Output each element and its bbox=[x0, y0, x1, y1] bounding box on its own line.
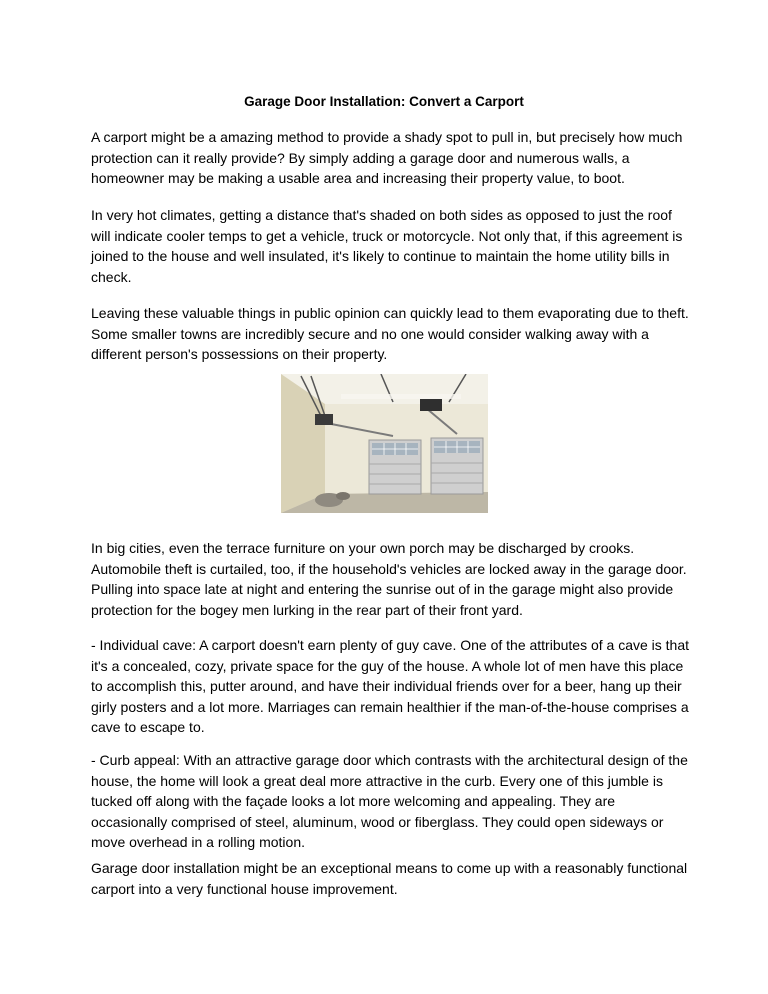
paragraph: Leaving these valuable things in public opinion can quickly lead to them evaporating due to theft. Some smaller towns are incredibly secure and no one would consider walking away with a different person's possessions on their property. bbox=[91, 305, 689, 363]
paragraph: In very hot climates, getting a distance that's shaded on both sides as opposed to just the roof will indicate cooler temps to get a vehicle, truck or motorcycle. Not only that, if this agreement is joined to the house and well insulated, it's likely to continue to maintain the home utility bills in check. bbox=[91, 207, 683, 285]
paragraph: In big cities, even the terrace furniture on your own porch may be discharged by crooks. Automobile theft is curtailed, too, if the household's vehicles are locked away in the garage door. Pulling into space late at night and entering the sunrise out of in the garage might also provide protection for the bogey men lurking in the rear part of their front yard. bbox=[91, 540, 687, 618]
garage-interior-photo bbox=[281, 374, 488, 513]
paragraph: A carport might be a amazing method to provide a shady spot to pull in, but precisely how much protection can it really provide? By simply adding a garage door and numerous walls, a homeowner may be making a usable area and increasing their property value, to boot. bbox=[91, 129, 683, 187]
paragraph: Garage door installation might be an exceptional means to come up with a reasonably functional carport into a very functional house improvement. bbox=[91, 860, 688, 897]
paragraph: - Curb appeal: With an attractive garage door which contrasts with the architectural design of the house, the home will look a great deal more attractive in the curb. Every one of this jumble is tucked off along with the façade looks a lot more welcoming and appealing. They are occasionally comprised of steel, aluminum, wood or fiberglass. They could open sideways or move overhead in a rolling motion. bbox=[91, 752, 688, 851]
paragraph: - Individual cave: A carport doesn't earn plenty of guy cave. One of the attributes of a cave is that it's a concealed, cozy, private space for the guy of the house. A whole lot of men have this place to accomplish this, putter around, and have their individual friends over for a beer, hang up their girly posters and a lot more. Marriages can remain healthier if the man-of-the-house comprises a cave to escape to. bbox=[91, 637, 690, 736]
document-title: Garage Door Installation: Convert a Carport bbox=[244, 94, 524, 109]
